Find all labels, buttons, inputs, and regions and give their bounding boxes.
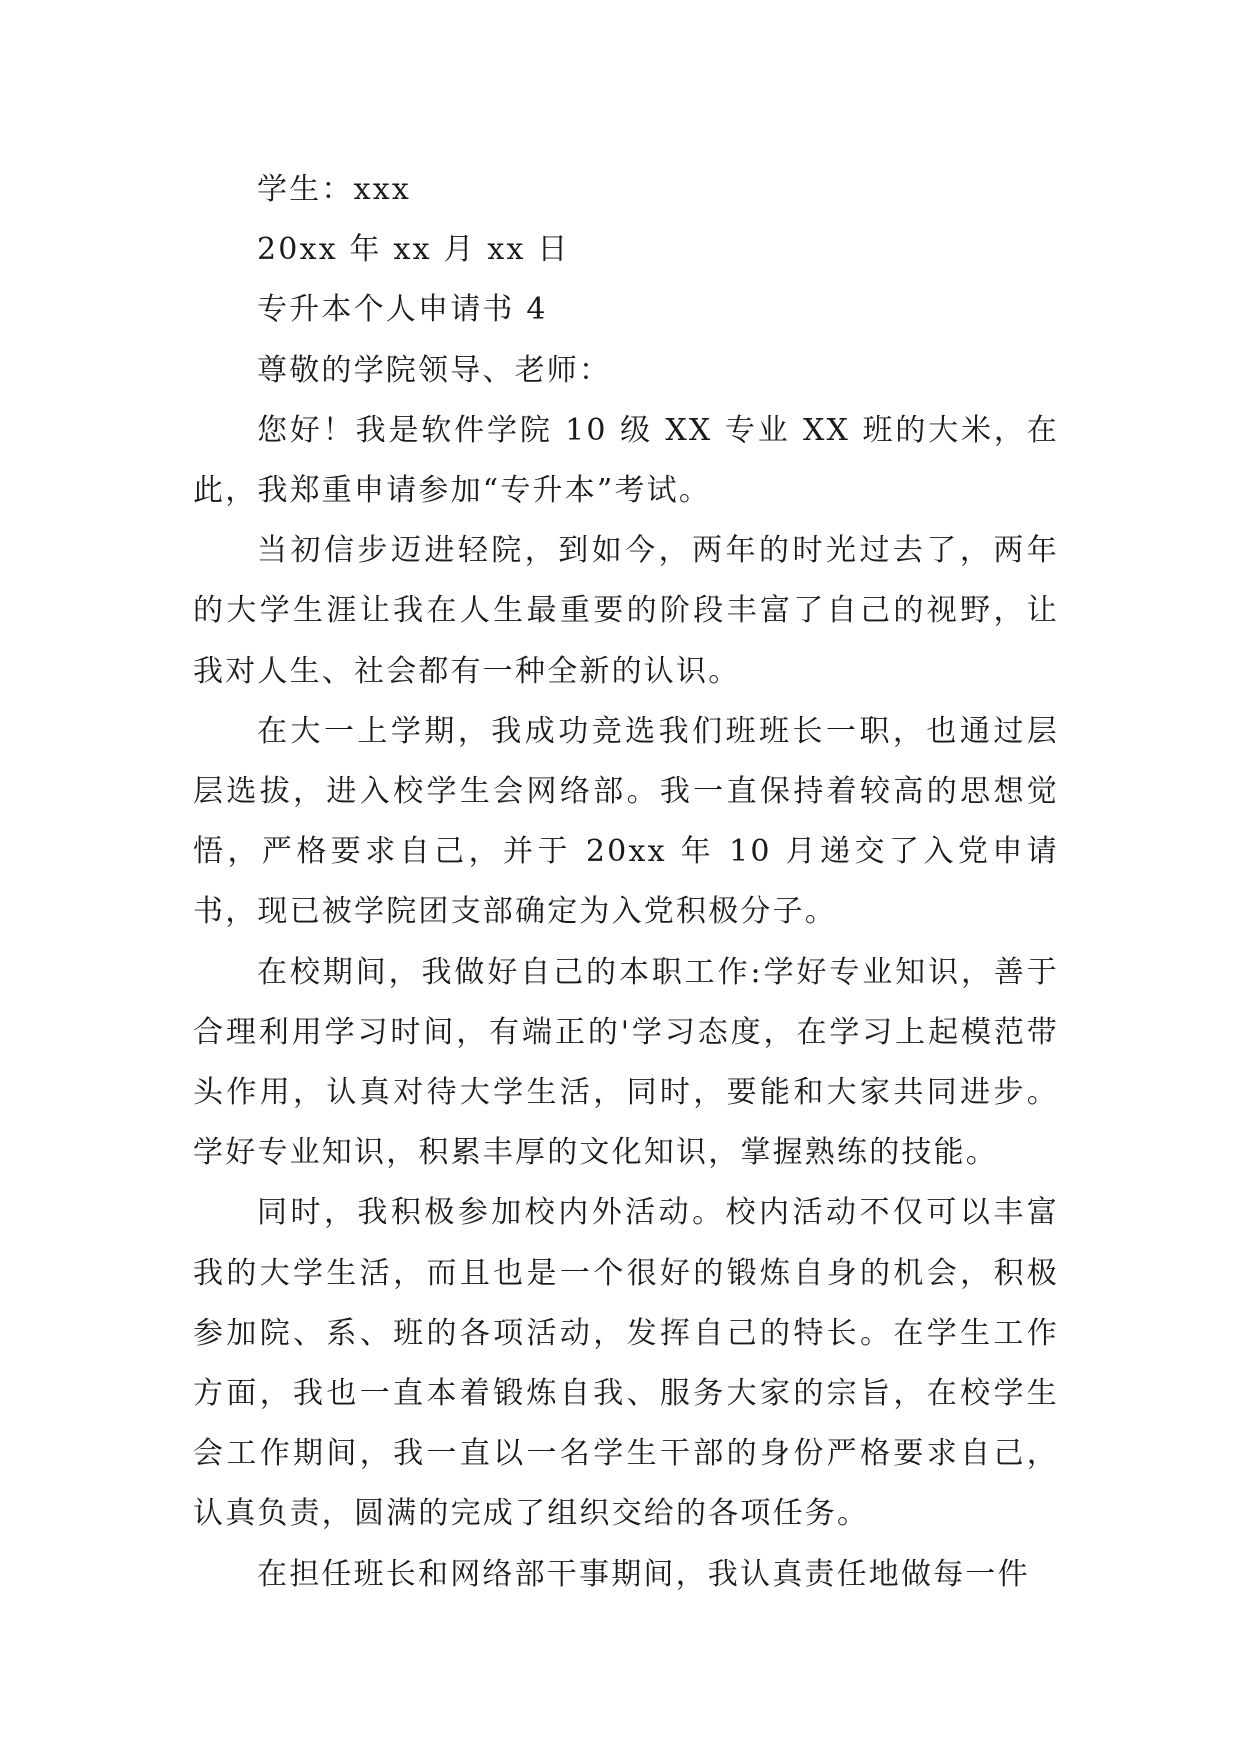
document-body bbox=[193, 160, 1059, 1605]
document-title: 专升本个人申请书 4 bbox=[257, 292, 548, 328]
paragraph-college-life: 当初信步迈进轻院，到如今，两年的时光过去了，两年的大学生涯让我在人生最重要的阶段丰富了自己的视野，让我对人生、社会都有一种全新的认识。 bbox=[193, 533, 1059, 689]
paragraph-greeting: 您好！我是软件学院 10 级 XX 专业 XX 班的大米，在此，我郑重申请参加“专升本”考试。 bbox=[193, 412, 1059, 509]
paragraph-class-monitor: 在大一上学期，我成功竞选我们班班长一职，也通过层层选拔，进入校学生会网络部。我一直保持着较高的思想觉悟，严格要求自己，并于 20xx 年 10 月递交了入党申请书，现已被学院团支部确定为入党积极分子。 bbox=[193, 713, 1059, 930]
paragraph-studies: 在校期间，我做好自己的本职工作:学好专业知识，善于合理利用学习时间，有端正的'学习态度，在学习上起模范带头作用，认真对待大学生活，同时，要能和大家共同进步。学好专业知识，积累丰厚的文化知识，掌握熟练的技能。 bbox=[193, 954, 1059, 1171]
salutation: 尊敬的学院领导、老师： bbox=[257, 352, 612, 388]
signature-line: 学生：xxx bbox=[257, 172, 411, 207]
paragraph-activities: 同时，我积极参加校内外活动。校内活动不仅可以丰富我的大学生活，而且也是一个很好的锻炼自身的机会，积极参加院、系、班的各项活动，发挥自己的特长。在学生工作方面，我也一直本着锻炼自我、服务大家的宗旨，在校学生会工作期间，我一直以一名学生干部的身份严格要求自己，认真负责，圆满的完成了组织交给的各项任务。 bbox=[193, 1195, 1059, 1532]
paragraph-duties: 在担任班长和网络部干事期间，我认真责任地做每一件 bbox=[257, 1556, 1030, 1592]
date-line: 20xx 年 xx 月 xx 日 bbox=[257, 232, 570, 268]
